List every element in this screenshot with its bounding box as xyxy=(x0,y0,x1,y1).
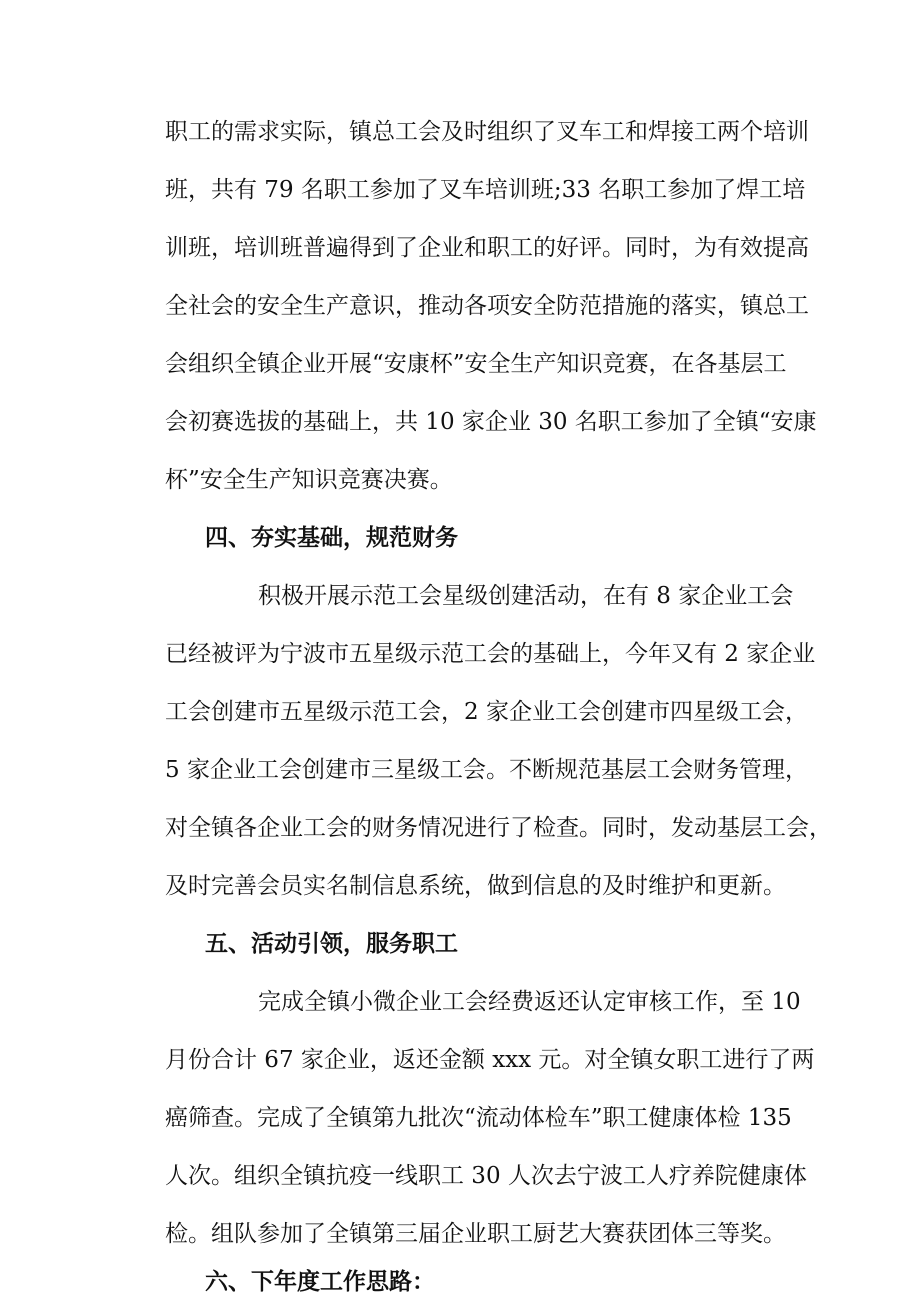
paragraph-line: 会组织全镇企业开展“安康杯”安全生产知识竞赛，在各基层工 xyxy=(165,351,787,377)
paragraph-line: 杯”安全生产知识竞赛决赛。 xyxy=(165,467,453,493)
section-heading-4: 四、夯实基础，规范财务 xyxy=(205,524,458,551)
paragraph-line: 班，共有 79 名职工参加了叉车培训班;33 名职工参加了焊工培 xyxy=(165,177,806,203)
section-heading-5: 五、活动引领，服务职工 xyxy=(205,930,458,957)
paragraph-line: 人次。组织全镇抗疫一线职工 30 人次去宁波工人疗养院健康体 xyxy=(165,1163,807,1189)
paragraph-line: 癌筛查。完成了全镇第九批次“流动体检车”职工健康体检 135 xyxy=(165,1105,792,1131)
paragraph-line: 训班，培训班普遍得到了企业和职工的好评。同时，为有效提高 xyxy=(165,235,809,261)
paragraph-line: 及时完善会员实名制信息系统，做到信息的及时维护和更新。 xyxy=(165,873,786,899)
paragraph-line: 全社会的安全生产意识，推动各项安全防范措施的落实，镇总工 xyxy=(165,293,809,319)
paragraph-line: 5 家企业工会创建市三星级工会。不断规范基层工会财务管理， xyxy=(165,757,808,783)
paragraph-line: 已经被评为宁波市五星级示范工会的基础上，今年又有 2 家企业 xyxy=(165,641,816,667)
paragraph-line: 对全镇各企业工会的财务情况进行了检查。同时，发动基层工会， xyxy=(165,815,832,841)
section-heading-6: 六、下年度工作思路： xyxy=(205,1268,435,1295)
paragraph-line: 完成全镇小微企业工会经费返还认定审核工作，至 10 xyxy=(258,989,801,1015)
paragraph-line: 职工的需求实际，镇总工会及时组织了叉车工和焊接工两个培训 xyxy=(165,119,809,145)
paragraph-line: 月份合计 67 家企业，返还金额 xxx 元。对全镇女职工进行了两 xyxy=(165,1047,815,1073)
paragraph-line: 工会创建市五星级示范工会，2 家企业工会创建市四星级工会， xyxy=(165,699,808,725)
paragraph-line: 积极开展示范工会星级创建活动，在有 8 家企业工会 xyxy=(258,583,794,609)
paragraph-line: 检。组队参加了全镇第三届企业职工厨艺大赛获团体三等奖。 xyxy=(165,1221,786,1247)
paragraph-line: 会初赛选拔的基础上，共 10 家企业 30 名职工参加了全镇“安康 xyxy=(165,409,817,435)
